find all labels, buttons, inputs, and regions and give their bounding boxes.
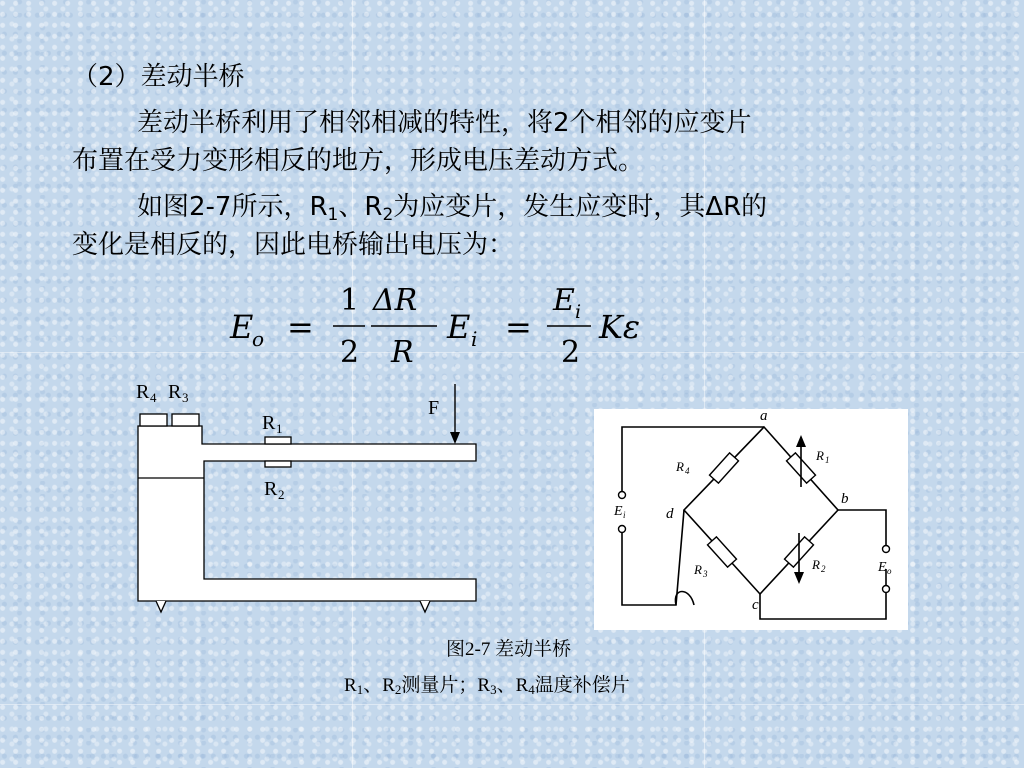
left-foot xyxy=(156,601,166,612)
bridge-circuit-diagram xyxy=(594,409,908,630)
caption-r3: R xyxy=(477,675,491,696)
r3-bridge-label: R xyxy=(694,562,702,577)
figure-caption-title: 图2-7 差动半桥 xyxy=(446,639,572,660)
ei-top-wire xyxy=(622,427,764,491)
caption-separator: 、 xyxy=(496,675,516,696)
cantilever-beam-diagram xyxy=(128,376,488,616)
formula-k-epsilon: Kε xyxy=(599,308,641,346)
caption-r4: R xyxy=(515,675,529,696)
r1-bridge-label: R xyxy=(816,448,824,463)
figure-caption-legend xyxy=(344,670,630,697)
r4-label-subscript: 4 xyxy=(150,390,157,405)
paragraph-1-line-2: 布置在受力变形相反的地方，形成电压差动方式。 xyxy=(72,146,645,176)
caption-measure-text: 测量片； xyxy=(401,675,478,696)
r2-bridge-label: R xyxy=(812,557,820,572)
formula-frac3-numerator-subscript: i xyxy=(575,301,582,323)
output-voltage-formula xyxy=(225,278,685,378)
r1-label: R xyxy=(262,412,276,434)
paragraph-2-suffix: 的 xyxy=(741,192,768,222)
eo-terminal-top xyxy=(883,546,890,553)
r2-bridge-subscript: 2 xyxy=(821,564,826,574)
r1-arrow-up-icon xyxy=(796,435,806,447)
force-label: F xyxy=(428,397,440,419)
node-b-label: b xyxy=(841,491,849,507)
node-a-label: a xyxy=(760,409,768,424)
separator: 、 xyxy=(338,192,365,222)
paragraph-2-middle: 为应变片，发生应变时，其 xyxy=(393,192,706,222)
caption-r2-subscript: 2 xyxy=(394,682,402,697)
ei-terminal-bottom xyxy=(619,526,626,533)
node-c-label: c xyxy=(752,597,759,613)
force-arrow-icon xyxy=(450,432,460,444)
r2-arrow-down-icon xyxy=(794,572,804,584)
r1-symbol: R xyxy=(309,192,328,222)
delta-r-symbol: ΔR xyxy=(705,192,742,222)
r3-resistor xyxy=(708,537,737,567)
formula-frac1-numerator: 1 xyxy=(340,283,360,318)
ei-subscript: i xyxy=(623,510,626,520)
caption-r4-subscript: 4 xyxy=(528,682,535,697)
eo-label: E xyxy=(878,560,887,575)
formula-frac3-denominator: 2 xyxy=(561,335,581,370)
formula-frac2-denominator: R xyxy=(391,335,414,370)
formula-ei: E xyxy=(447,308,471,346)
caption-separator: 、 xyxy=(363,675,383,696)
wire-crossover xyxy=(675,592,694,606)
r3-bridge-subscript: 3 xyxy=(703,569,708,579)
node-d-label: d xyxy=(666,506,674,522)
right-foot xyxy=(420,601,430,612)
paragraph-2-line-2: 变化是相反的，因此电桥输出电压为： xyxy=(72,230,515,260)
r2-subscript: 2 xyxy=(382,205,394,225)
ei-label: E xyxy=(614,504,623,519)
paragraph-2-line-1 xyxy=(137,188,767,226)
r2-symbol: R xyxy=(364,192,383,222)
r1-bridge-subscript: 1 xyxy=(825,455,830,465)
r1-subscript: 1 xyxy=(327,205,339,225)
r1-gauge xyxy=(265,437,291,444)
caption-r1-subscript: 1 xyxy=(356,682,364,697)
eo-bottom-wire xyxy=(760,569,886,619)
formula-eo: E xyxy=(230,308,254,346)
paragraph-2-prefix: 如图2-7所示， xyxy=(137,192,310,222)
formula-ei-subscript: i xyxy=(471,327,478,351)
r4-gauge xyxy=(140,414,167,426)
r2-gauge xyxy=(265,461,291,467)
caption-r3-subscript: 3 xyxy=(490,682,497,697)
eo-terminal-bottom xyxy=(883,586,890,593)
formula-equals-2: = xyxy=(505,308,532,346)
r1-label-subscript: 1 xyxy=(276,421,283,436)
section-heading: （2）差动半桥 xyxy=(72,62,245,92)
eo-top-wire xyxy=(838,510,886,545)
formula-frac3-numerator: E xyxy=(553,283,575,318)
background-grid-line xyxy=(0,704,1024,705)
ei-bottom-wire xyxy=(622,510,684,605)
formula-frac2-numerator: ΔR xyxy=(373,283,418,318)
r3-gauge xyxy=(172,414,199,426)
r3-label: R xyxy=(168,381,182,403)
bridge-circuit-panel xyxy=(594,409,908,630)
r4-resistor xyxy=(710,453,739,483)
formula-equals-1: = xyxy=(287,308,314,346)
caption-comp-text: 温度补偿片 xyxy=(534,675,630,696)
r3-label-subscript: 3 xyxy=(182,390,189,405)
r4-bridge-label: R xyxy=(676,459,684,474)
paragraph-1-line-1: 差动半桥利用了相邻相减的特性，将2个相邻的应变片 xyxy=(137,108,752,138)
beam-body xyxy=(138,426,476,601)
caption-r1: R xyxy=(344,675,357,696)
caption-r2: R xyxy=(382,675,395,696)
formula-frac1-denominator: 2 xyxy=(340,335,360,370)
ei-terminal-top xyxy=(619,492,626,499)
r4-label: R xyxy=(136,381,150,403)
r2-label: R xyxy=(264,478,278,500)
r2-label-subscript: 2 xyxy=(278,487,285,502)
eo-subscript: o xyxy=(887,566,892,576)
formula-eo-subscript: o xyxy=(252,327,265,351)
r4-bridge-subscript: 4 xyxy=(685,466,690,476)
